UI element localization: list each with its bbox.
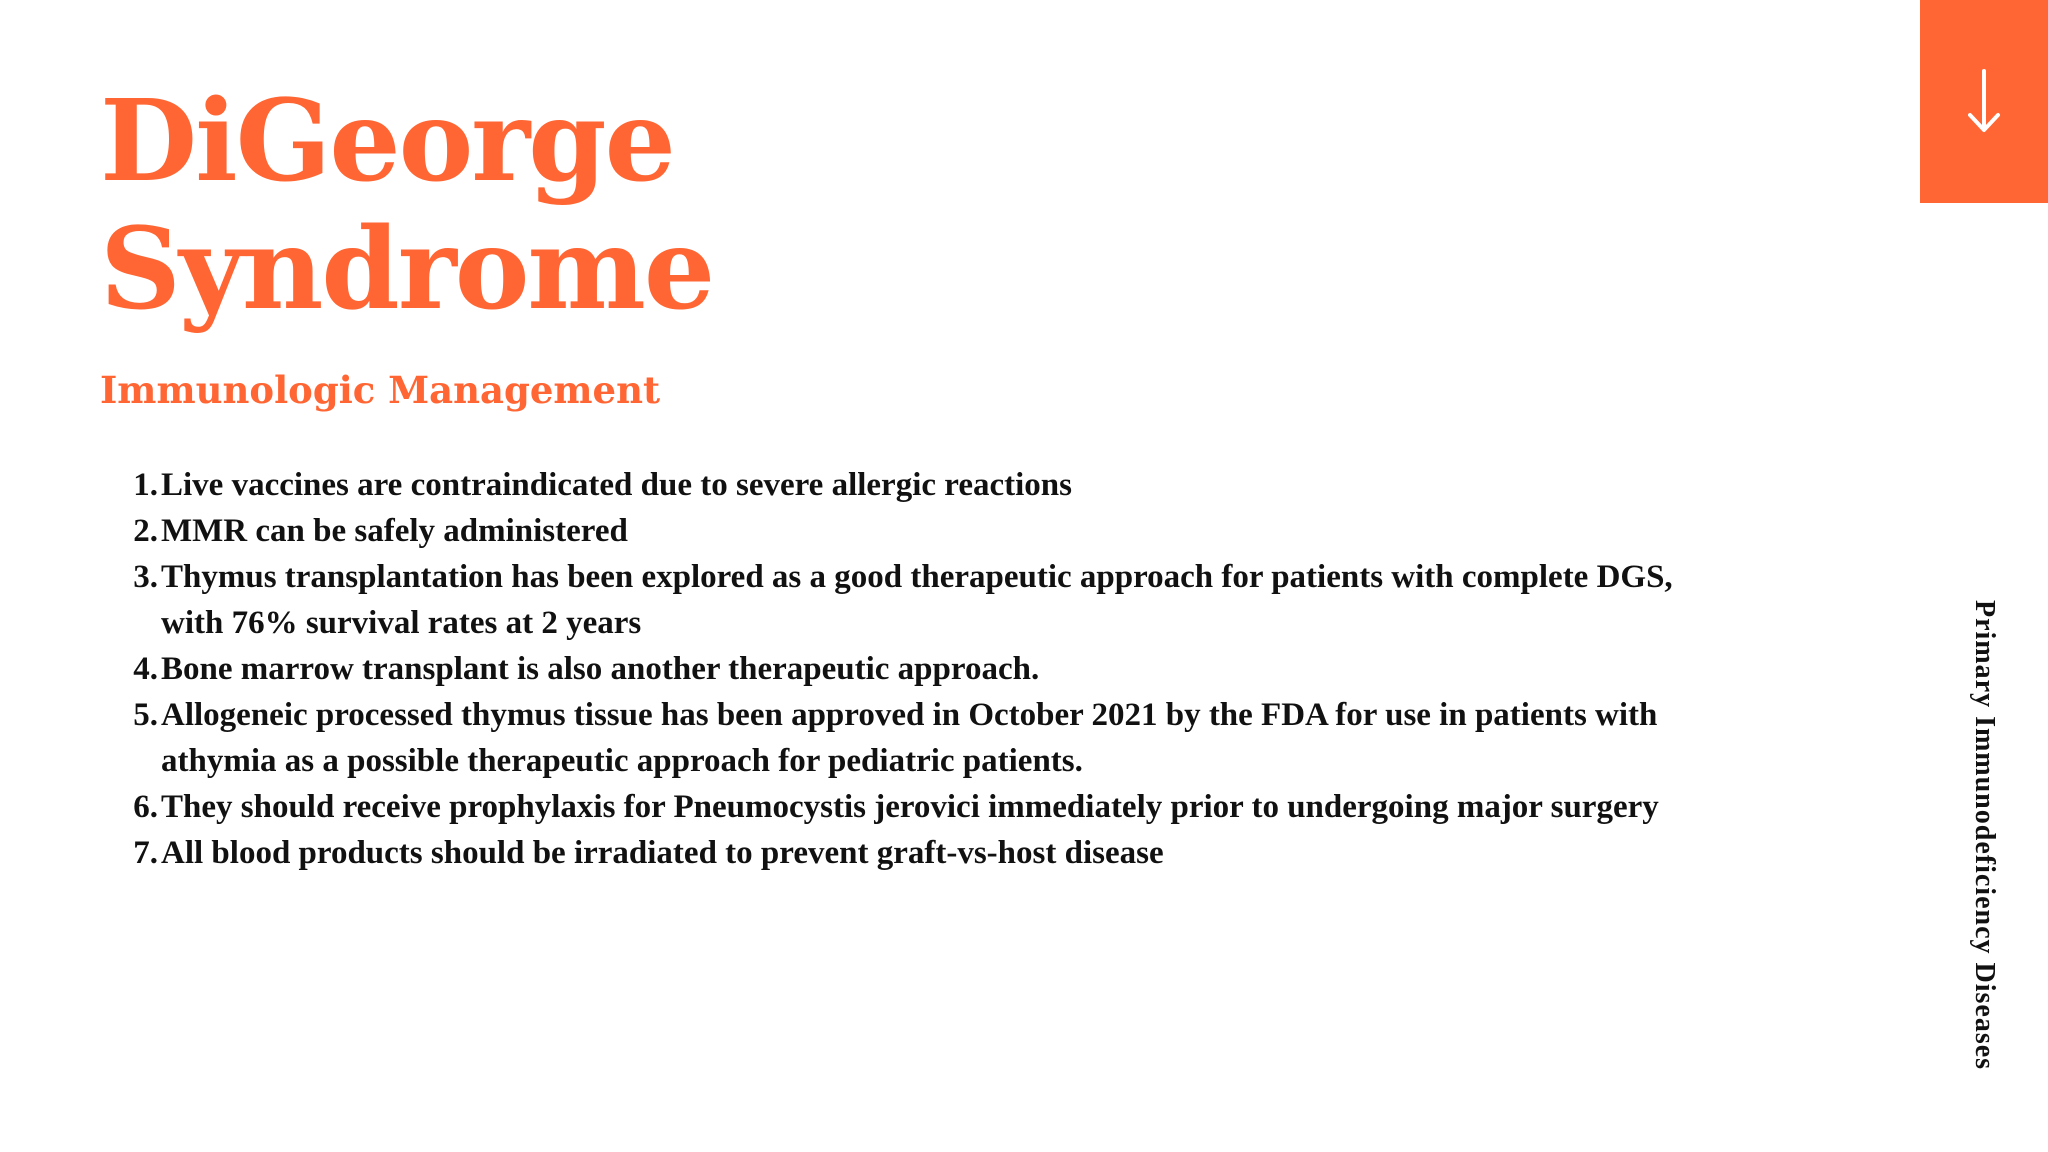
list-item-text: Live vaccines are contraindicated due to severe allergic reactions xyxy=(161,467,1072,503)
slide-title-line-1: DiGeorge xyxy=(100,76,674,207)
list-item xyxy=(120,508,1680,554)
list-item xyxy=(120,692,1680,784)
list-item-number: 5. xyxy=(133,697,158,733)
next-slide-button[interactable] xyxy=(1920,0,2048,203)
list-item-number: 2. xyxy=(133,513,158,549)
list-item-number: 7. xyxy=(133,835,158,871)
list-item-text: All blood products should be irradiated to prevent graft-vs-host disease xyxy=(161,835,1164,871)
list-item-text: Thymus transplantation has been explored as a good therapeutic approach for patients with complete DGS, with 76% survival rates at 2 years xyxy=(161,559,1673,641)
slide-title xyxy=(100,78,713,334)
list-item xyxy=(120,830,1680,876)
list-item-number: 6. xyxy=(133,789,158,825)
list-item-number: 3. xyxy=(133,559,158,595)
list-item-number: 4. xyxy=(133,651,158,687)
list-item-text: Bone marrow transplant is also another therapeutic approach. xyxy=(161,651,1040,687)
management-points-list xyxy=(120,462,1680,876)
list-item-text: They should receive prophylaxis for Pneumocystis jerovici immediately prior to undergoing major surgery xyxy=(161,789,1659,825)
slide-title-line-2: Syndrome xyxy=(100,204,714,335)
list-item xyxy=(120,646,1680,692)
list-item xyxy=(120,784,1680,830)
list-item xyxy=(120,462,1680,508)
list-item-number: 1. xyxy=(133,467,158,503)
arrow-down-icon xyxy=(1964,67,2004,137)
list-item-text: Allogeneic processed thymus tissue has been approved in October 2021 by the FDA for use in patients with athymia as a possible therapeutic approach for pediatric patients. xyxy=(161,697,1658,779)
section-label: Primary Immunodeficiency Diseases xyxy=(1969,600,2000,1071)
list-item xyxy=(120,554,1680,646)
slide-subtitle: Immunologic Management xyxy=(100,368,661,412)
list-item-text: MMR can be safely administered xyxy=(161,513,628,549)
